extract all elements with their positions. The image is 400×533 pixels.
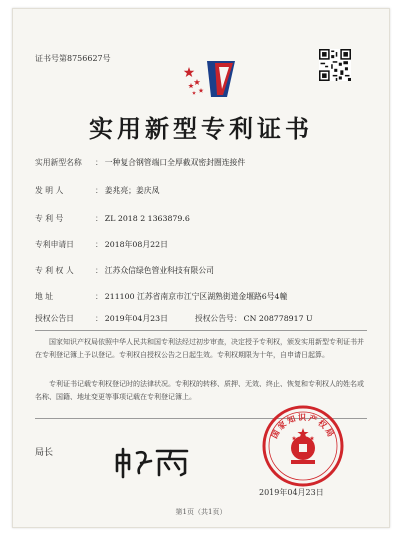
field-label: 地 址 [35,292,54,301]
field-value: 211100 江苏省南京市江宁区湖熟街道金堰路6号4幢 [104,292,288,301]
field-patentee: 专 利 权 人 ： 江苏众信绿色管业科技有限公司 [35,266,214,275]
certificate-number: 证书号第8756627号 [35,54,111,63]
field-value: 江苏众信绿色管业科技有限公司 [104,266,214,275]
issue-date: 2019年04月23日 [259,488,324,497]
seal-text: 国家知识产权局 [269,413,337,441]
field-label: 授权公告号 [194,314,234,323]
field-application-date: 专利申请日 ： 2018年08月22日 [35,240,168,249]
field-label: 授权公告日 [35,314,74,323]
field-value: 一种复合钢管端口全厚截双密封圈连接件 [104,158,246,167]
field-label: 专利申请日 [35,240,74,249]
patent-office-emblem-icon [181,57,243,99]
field-value: CN 208778917 U [243,314,313,323]
director-title: 局长 [35,448,54,458]
field-value: 姜兆亮；姜庆凤 [104,186,160,195]
field-address: 地 址 ： 211100 江苏省南京市江宁区湖熟街道金堰路6号4幢 [35,292,288,301]
field-grant-announcement: 授权公告日 ： 2019年04月23日 授权公告号： CN 208778917 U [35,314,313,323]
field-value: ZL 2018 2 1363879.6 [104,214,190,223]
certificate-title: 实用新型专利证书 [89,117,313,143]
certificate-legal-note: 专利证书记载专利权登记时的法律状况。专利权的转移、质押、无效、终止、恢复和专利权人的姓名或名称、国籍、地址变更等事项记载在专利登记簿上。 [35,380,364,401]
field-value: 2018年08月22日 [104,240,168,249]
certificate-statement: 国家知识产权局依照中华人民共和国专利法经过初步审查，决定授予专利权，颁发实用新型专利证书并在专利登记簿上予以登记。专利权自授权公告之日起生效。专利权期限为十年，自申请日起算。 [35,338,364,359]
field-utility-model-name: 实用新型名称 ： 一种复合钢管端口全厚截双密封圈连接件 [35,158,246,167]
official-seal-icon [261,404,345,488]
divider [35,330,367,331]
field-label: 实用新型名称 [35,158,82,167]
director-signature-icon [113,445,193,479]
page-number: 第1页（共1页） [175,508,227,516]
field-patent-number: 专 利 号 ： ZL 2018 2 1363879.6 [35,214,190,223]
patent-certificate [12,8,390,528]
field-label: 专 利 号 [35,214,64,223]
qr-code-icon [319,49,351,81]
field-value: 2019年04月23日 [104,314,168,323]
field-label: 发 明 人 [35,186,64,195]
field-label: 专 利 权 人 [35,266,74,275]
field-inventors: 发 明 人 ： 姜兆亮；姜庆凤 [35,186,160,195]
